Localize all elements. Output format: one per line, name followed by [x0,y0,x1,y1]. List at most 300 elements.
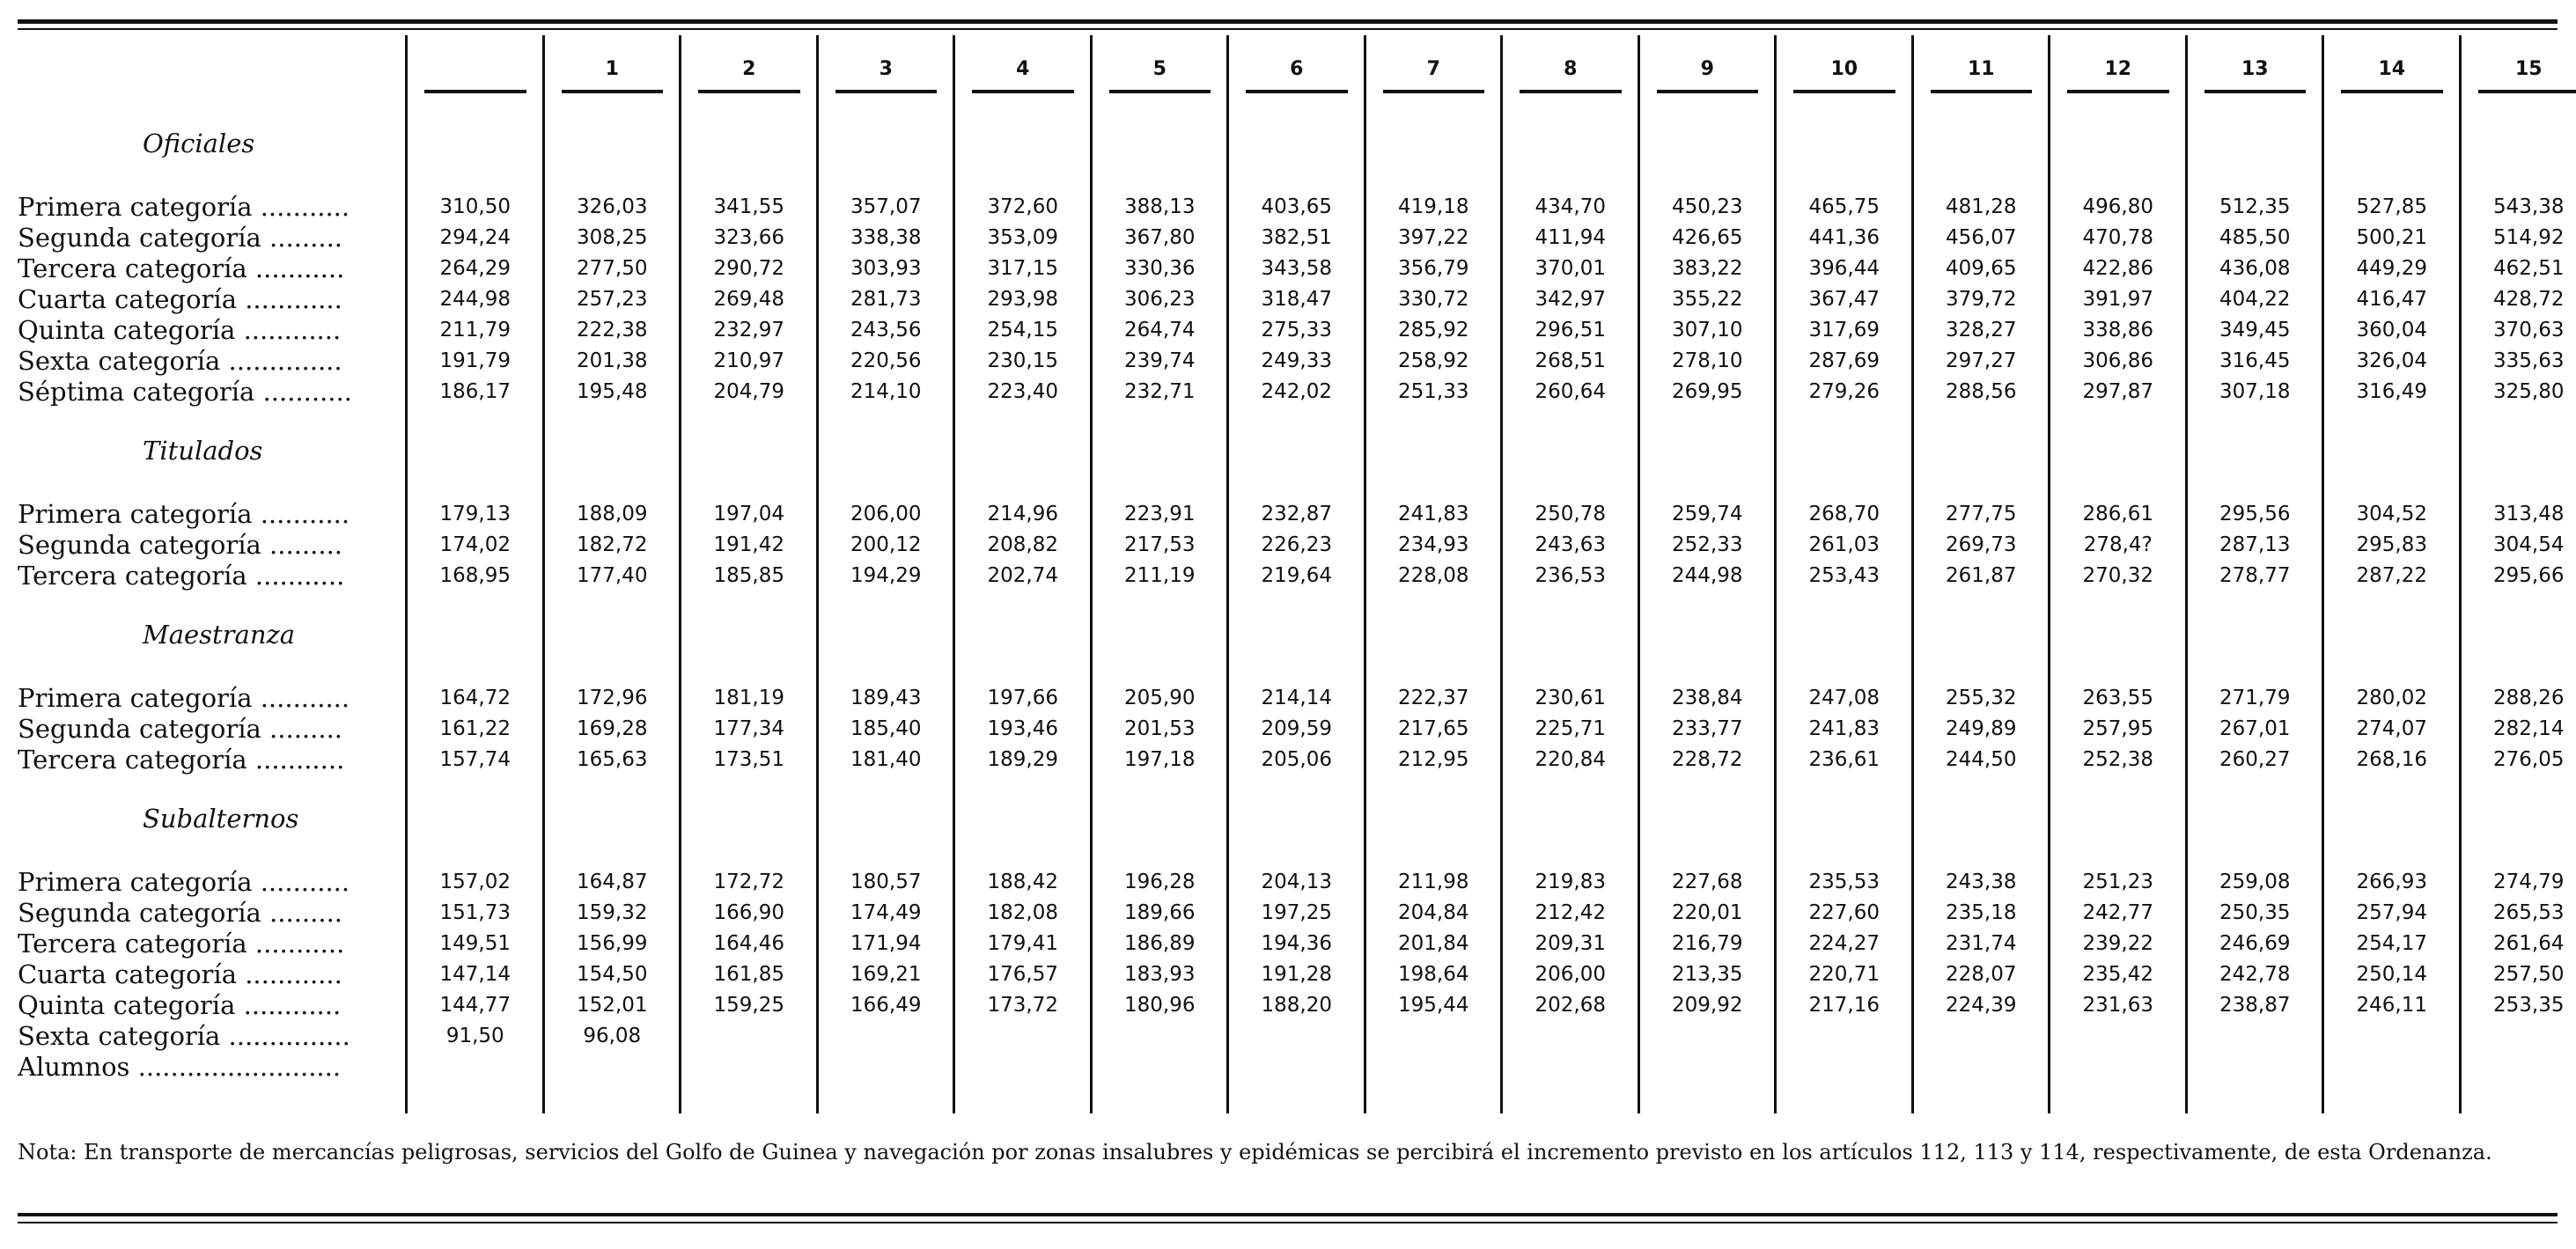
table-cell: 172,96 [577,687,648,709]
section-title: Oficiales [143,129,255,158]
table-cell: 188,42 [987,871,1058,893]
column-header-rule [2341,90,2443,93]
table-cell: 172,72 [713,871,784,893]
table-cell: 182,72 [577,533,648,556]
table-cell: 261,87 [1946,564,2017,587]
table-cell: 268,16 [2356,748,2427,771]
table-cell: 297,87 [2082,380,2153,403]
table-cell: 353,09 [987,226,1058,249]
table-cell: 226,23 [1261,533,1332,556]
table-cell: 396,44 [1808,257,1880,280]
column-header: 1 [605,58,619,80]
table-cell: 205,06 [1261,748,1332,771]
table-cell: 485,50 [2219,226,2291,249]
table-cell: 214,10 [850,380,922,403]
table-cell: 191,42 [713,533,784,556]
table-cell: 276,05 [2493,748,2565,771]
table-cell: 179,13 [439,503,511,525]
table-cell: 470,78 [2082,226,2153,249]
column-header: 8 [1564,58,1578,80]
table-cell: 228,08 [1398,564,1469,587]
table-cell: 285,92 [1398,319,1469,342]
table-cell: 193,46 [987,717,1058,740]
column-header: 6 [1290,58,1304,80]
table-cell: 173,51 [713,748,784,771]
table-cell: 379,72 [1946,288,2017,311]
table-cell: 232,97 [713,319,784,342]
table-cell: 308,25 [577,226,648,249]
table-cell: 496,80 [2082,195,2153,218]
table-cell: 176,57 [987,963,1058,986]
table-cell: 164,46 [713,932,784,955]
table-cell: 252,33 [1672,533,1743,556]
table-cell: 456,07 [1946,226,2017,249]
table-cell: 213,35 [1672,963,1743,986]
table-cell: 266,93 [2356,871,2427,893]
column-header: 5 [1152,58,1167,80]
table-cell: 241,83 [1398,503,1469,525]
column-header-rule [835,90,938,93]
table-cell: 268,51 [1535,349,1606,372]
table-cell: 252,38 [2082,748,2153,771]
table-cell: 181,19 [713,687,784,709]
table-cell: 186,17 [439,380,511,403]
table-cell: 267,01 [2219,717,2291,740]
table-cell: 179,41 [987,932,1058,955]
table-cell: 388,13 [1124,195,1196,218]
table-cell: 233,77 [1672,717,1743,740]
table-cell: 419,18 [1398,195,1469,218]
table-cell: 349,45 [2219,319,2291,342]
table-cell: 316,49 [2356,380,2427,403]
table-cell: 335,63 [2493,349,2565,372]
table-cell: 383,22 [1672,257,1743,280]
table-cell: 254,17 [2356,932,2427,955]
table-cell: 147,14 [439,963,511,986]
table-cell: 238,87 [2219,994,2291,1017]
row-label: Cuarta categoría ............ [18,284,342,314]
table-cell: 434,70 [1535,195,1606,218]
table-cell: 231,63 [2082,994,2153,1017]
row-label: Cuarta categoría ............ [18,959,342,989]
table-cell: 287,13 [2219,533,2291,556]
table-cell: 367,80 [1124,226,1196,249]
table-cell: 219,83 [1535,871,1606,893]
table-cell: 214,14 [1261,687,1332,709]
column-header-rule [2067,90,2169,93]
table-cell: 244,98 [1672,564,1743,587]
column-header-rule [562,90,664,93]
table-cell: 157,02 [439,871,511,893]
table-cell: 250,35 [2219,901,2291,924]
table-cell: 189,43 [850,687,922,709]
column-header-rule [1520,90,1622,93]
table-cell: 211,79 [439,319,511,342]
table-cell: 293,98 [987,288,1058,311]
row-label: Séptima categoría ........... [18,377,352,407]
table-cell: 287,22 [2356,564,2427,587]
table-cell: 197,18 [1124,748,1196,771]
table-cell: 177,34 [713,717,784,740]
column-header-rule [424,90,526,93]
table-cell: 206,00 [850,503,922,525]
bottom-double-rule-thin [18,1222,2558,1223]
table-cell: 231,74 [1946,932,2017,955]
table-cell: 204,79 [713,380,784,403]
section-title: Titulados [143,436,263,466]
table-cell: 264,74 [1124,319,1196,342]
table-cell: 224,27 [1808,932,1880,955]
table-cell: 426,65 [1672,226,1743,249]
table-cell: 428,72 [2493,288,2565,311]
table-cell: 230,15 [987,349,1058,372]
table-cell: 220,01 [1672,901,1743,924]
column-header-rule [1383,90,1485,93]
table-cell: 325,80 [2493,380,2565,403]
bottom-double-rule-thick [18,1213,2558,1216]
table-cell: 198,64 [1398,963,1469,986]
table-cell: 391,97 [2082,288,2153,311]
table-cell: 338,38 [850,226,922,249]
table-cell: 465,75 [1808,195,1880,218]
table-cell: 317,69 [1808,319,1880,342]
table-cell: 205,90 [1124,687,1196,709]
table-cell: 341,55 [713,195,784,218]
row-label: Primera categoría ........... [18,867,350,897]
table-cell: 462,51 [2493,257,2565,280]
table-cell: 355,22 [1672,288,1743,311]
column-header-rule [1109,90,1211,93]
table-cell: 397,22 [1398,226,1469,249]
table-cell: 357,07 [850,195,922,218]
table-cell: 287,69 [1808,349,1880,372]
section-title: Maestranza [143,620,296,650]
table-cell: 360,04 [2356,319,2427,342]
table-cell: 236,53 [1535,564,1606,587]
table-cell: 251,23 [2082,871,2153,893]
table-cell: 224,39 [1946,994,2017,1017]
table-cell: 149,51 [439,932,511,955]
table-cell: 257,23 [577,288,648,311]
table-cell: 249,89 [1946,717,2017,740]
table-cell: 250,78 [1535,503,1606,525]
column-header-rule [1793,90,1895,93]
table-cell: 164,72 [439,687,511,709]
row-label: Segunda categoría ......... [18,714,342,744]
table-cell: 201,53 [1124,717,1196,740]
column-header: 7 [1426,58,1440,80]
table-cell: 326,03 [577,195,648,218]
table-cell: 250,14 [2356,963,2427,986]
table-cell: 161,22 [439,717,511,740]
table-cell: 257,94 [2356,901,2427,924]
table-cell: 227,68 [1672,871,1743,893]
table-cell: 154,50 [577,963,648,986]
column-header: 11 [1967,58,1995,80]
table-cell: 209,59 [1261,717,1332,740]
table-cell: 261,64 [2493,932,2565,955]
table-cell: 183,93 [1124,963,1196,986]
table-cell: 269,48 [713,288,784,311]
table-cell: 304,54 [2493,533,2565,556]
table-cell: 274,07 [2356,717,2427,740]
table-cell: 243,38 [1946,871,2017,893]
table-cell: 195,48 [577,380,648,403]
table-cell: 279,26 [1808,380,1880,403]
table-cell: 313,48 [2493,503,2565,525]
table-cell: 216,79 [1672,932,1743,955]
table-cell: 275,33 [1261,319,1332,342]
table-cell: 278,77 [2219,564,2291,587]
table-cell: 189,29 [987,748,1058,771]
table-cell: 282,14 [2493,717,2565,740]
table-cell: 195,44 [1398,994,1469,1017]
table-cell: 151,73 [439,901,511,924]
row-label: Sexta categoría .............. [18,346,342,376]
table-cell: 260,64 [1535,380,1606,403]
table-cell: 257,50 [2493,963,2565,986]
table-cell: 436,08 [2219,257,2291,280]
table-cell: 212,95 [1398,748,1469,771]
row-label: Tercera categoría ........... [18,253,345,283]
table-cell: 196,28 [1124,871,1196,893]
table-cell: 244,50 [1946,748,2017,771]
table-cell: 316,45 [2219,349,2291,372]
table-cell: 91,50 [445,1025,504,1047]
row-label: Tercera categoría ........... [18,929,345,959]
table-cell: 210,97 [713,349,784,372]
table-cell: 543,38 [2493,195,2565,218]
table-cell: 253,43 [1808,564,1880,587]
table-cell: 159,32 [577,901,648,924]
table-cell: 249,33 [1261,349,1332,372]
table-cell: 288,56 [1946,380,2017,403]
column-header: 13 [2241,58,2269,80]
column-header-rule [2204,90,2307,93]
row-label: Tercera categoría ........... [18,745,345,775]
table-cell: 338,86 [2082,319,2153,342]
table-cell: 290,72 [713,257,784,280]
table-cell: 265,53 [2493,901,2565,924]
table-cell: 164,87 [577,871,648,893]
table-cell: 220,71 [1808,963,1880,986]
row-label: Sexta categoría ............... [18,1021,350,1051]
table-cell: 177,40 [577,564,648,587]
table-cell: 527,85 [2356,195,2427,218]
table-cell: 242,78 [2219,963,2291,986]
table-cell: 204,84 [1398,901,1469,924]
column-header: 3 [879,58,893,80]
table-cell: 372,60 [987,195,1058,218]
table-cell: 173,72 [987,994,1058,1017]
column-header: 12 [2104,58,2132,80]
table-cell: 144,77 [439,994,511,1017]
table-cell: 274,79 [2493,871,2565,893]
table-cell: 450,23 [1672,195,1743,218]
table-cell: 206,00 [1535,963,1606,986]
table-cell: 297,27 [1946,349,2017,372]
table-cell: 197,66 [987,687,1058,709]
table-cell: 242,77 [2082,901,2153,924]
table-cell: 209,92 [1672,994,1743,1017]
table-cell: 409,65 [1946,257,2017,280]
table-cell: 512,35 [2219,195,2291,218]
table-cell: 270,32 [2082,564,2153,587]
table-cell: 212,42 [1535,901,1606,924]
table-cell: 232,71 [1124,380,1196,403]
table-cell: 166,90 [713,901,784,924]
table-cell: 304,52 [2356,503,2427,525]
table-cell: 295,83 [2356,533,2427,556]
column-header-rule [698,90,800,93]
table-cell: 174,02 [439,533,511,556]
table-cell: 235,53 [1808,871,1880,893]
column-header-rule [972,90,1074,93]
table-cell: 188,20 [1261,994,1332,1017]
table-cell: 159,25 [713,994,784,1017]
table-cell: 255,32 [1946,687,2017,709]
table-cell: 294,24 [439,226,511,249]
row-label: Primera categoría ........... [18,683,350,713]
table-cell: 197,04 [713,503,784,525]
table-cell: 286,61 [2082,503,2153,525]
table-cell: 222,37 [1398,687,1469,709]
column-header: 15 [2514,58,2543,80]
table-cell: 200,12 [850,533,922,556]
table-cell: 278,4? [2083,533,2153,556]
table-cell: 186,89 [1124,932,1196,955]
table-cell: 214,96 [987,503,1058,525]
table-cell: 514,92 [2493,226,2565,249]
table-cell: 242,02 [1261,380,1332,403]
table-cell: 416,47 [2356,288,2427,311]
table-cell: 243,56 [850,319,922,342]
table-cell: 260,27 [2219,748,2291,771]
table-cell: 185,85 [713,564,784,587]
table-cell: 174,49 [850,901,922,924]
table-cell: 441,36 [1808,226,1880,249]
table-cell: 191,79 [439,349,511,372]
table-cell: 356,79 [1398,257,1469,280]
table-cell: 422,86 [2082,257,2153,280]
table-cell: 318,47 [1261,288,1332,311]
table-cell: 157,74 [439,748,511,771]
table-cell: 403,65 [1261,195,1332,218]
table-cell: 303,93 [850,257,922,280]
table-cell: 238,84 [1672,687,1743,709]
table-cell: 370,01 [1535,257,1606,280]
table-cell: 246,69 [2219,932,2291,955]
table-cell: 295,56 [2219,503,2291,525]
table-cell: 197,25 [1261,901,1332,924]
table-cell: 281,73 [850,288,922,311]
table-cell: 330,72 [1398,288,1469,311]
column-header: 4 [1016,58,1030,80]
table-cell: 220,84 [1535,748,1606,771]
table-cell: 296,51 [1535,319,1606,342]
table-cell: 307,18 [2219,380,2291,403]
column-header: 10 [1830,58,1858,80]
column-header-rule [1657,90,1759,93]
table-cell: 194,29 [850,564,922,587]
table-cell: 171,94 [850,932,922,955]
table-cell: 251,33 [1398,380,1469,403]
table-cell: 277,50 [577,257,648,280]
table-cell: 225,71 [1535,717,1606,740]
table-cell: 271,79 [2219,687,2291,709]
table-cell: 219,64 [1261,564,1332,587]
table-cell: 220,56 [850,349,922,372]
table-cell: 280,02 [2356,687,2427,709]
table-cell: 241,83 [1808,717,1880,740]
column-header-rule [1246,90,1348,93]
table-cell: 243,63 [1535,533,1606,556]
table-cell: 194,36 [1261,932,1332,955]
table-cell: 481,28 [1946,195,2017,218]
table-cell: 343,58 [1261,257,1332,280]
table-cell: 306,86 [2082,349,2153,372]
table-cell: 288,26 [2493,687,2565,709]
table-cell: 253,35 [2493,994,2565,1017]
table-cell: 169,21 [850,963,922,986]
table-cell: 228,07 [1946,963,2017,986]
table-cell: 169,28 [577,717,648,740]
table-cell: 277,75 [1946,503,2017,525]
table-cell: 370,63 [2493,319,2565,342]
table-cell: 96,08 [583,1025,642,1047]
table-cell: 227,60 [1808,901,1880,924]
row-label: Primera categoría ........... [18,499,350,529]
table-cell: 254,15 [987,319,1058,342]
table-cell: 404,22 [2219,288,2291,311]
table-cell: 189,66 [1124,901,1196,924]
table-cell: 259,08 [2219,871,2291,893]
table-cell: 257,95 [2082,717,2153,740]
table-cell: 188,09 [577,503,648,525]
column-header-rule [1931,90,2033,93]
table-cell: 201,84 [1398,932,1469,955]
table-cell: 307,10 [1672,319,1743,342]
table-cell: 269,73 [1946,533,2017,556]
table-cell: 235,42 [2082,963,2153,986]
table-cell: 217,65 [1398,717,1469,740]
table-cell: 330,36 [1124,257,1196,280]
table-cell: 209,31 [1535,932,1606,955]
table-cell: 208,82 [987,533,1058,556]
table-cell: 235,18 [1946,901,2017,924]
table-cell: 258,92 [1398,349,1469,372]
row-label: Primera categoría ........... [18,192,350,222]
table-cell: 306,23 [1124,288,1196,311]
table-cell: 211,98 [1398,871,1469,893]
table-cell: 181,40 [850,748,922,771]
table-cell: 500,21 [2356,226,2427,249]
row-label: Tercera categoría ........... [18,561,345,591]
table-cell: 168,95 [439,564,511,587]
table-cell: 152,01 [577,994,648,1017]
table-cell: 166,49 [850,994,922,1017]
table-cell: 328,27 [1946,319,2017,342]
table-cell: 263,55 [2082,687,2153,709]
column-header: 9 [1700,58,1714,80]
table-cell: 211,19 [1124,564,1196,587]
table-cell: 180,96 [1124,994,1196,1017]
row-label: Segunda categoría ......... [18,223,342,253]
section-title: Subalternos [143,804,299,834]
table-cell: 323,66 [713,226,784,249]
table-cell: 223,91 [1124,503,1196,525]
table-cell: 202,74 [987,564,1058,587]
